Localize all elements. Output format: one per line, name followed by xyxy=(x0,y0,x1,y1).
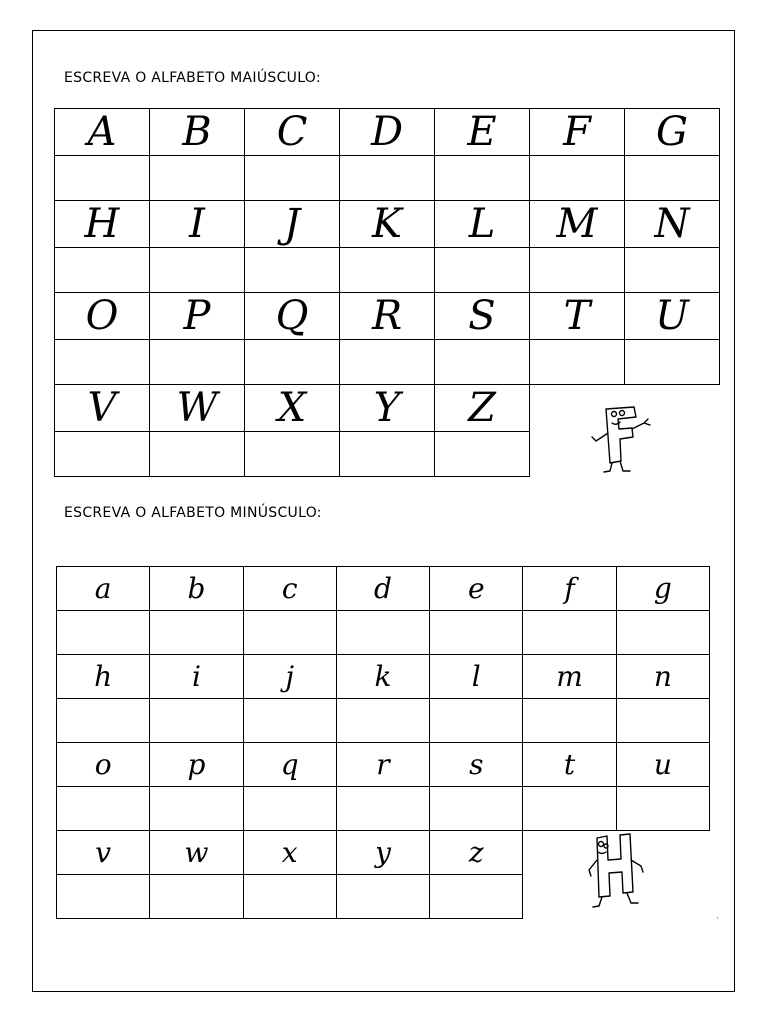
writing-cell[interactable] xyxy=(435,156,530,201)
lowercase-letter: n xyxy=(653,659,672,693)
uppercase-letter-row xyxy=(55,109,720,156)
writing-cell[interactable] xyxy=(243,611,336,655)
writing-cell[interactable] xyxy=(340,432,435,477)
writing-cell[interactable] xyxy=(336,875,429,919)
writing-cell[interactable] xyxy=(55,340,150,385)
letter-cell xyxy=(57,567,150,611)
letter-cell xyxy=(150,293,245,340)
uppercase-letter: I xyxy=(189,201,205,247)
letter-cell xyxy=(616,655,709,699)
uppercase-letter: C xyxy=(276,109,308,155)
writing-cell[interactable] xyxy=(150,787,243,831)
uppercase-letter: L xyxy=(468,201,496,247)
writing-cell[interactable] xyxy=(55,432,150,477)
lowercase-letter: c xyxy=(281,571,298,605)
letter-cell xyxy=(243,655,336,699)
writing-row xyxy=(57,787,710,831)
letter-cell xyxy=(523,743,616,787)
letter-cell xyxy=(435,385,530,432)
letter-cell xyxy=(150,831,243,875)
letter-cell xyxy=(150,743,243,787)
writing-cell[interactable] xyxy=(530,340,625,385)
writing-cell[interactable] xyxy=(340,248,435,293)
lowercase-letter: l xyxy=(471,659,481,693)
writing-cell[interactable] xyxy=(340,340,435,385)
uppercase-letter: M xyxy=(556,201,598,247)
letter-cell xyxy=(55,293,150,340)
writing-cell[interactable] xyxy=(523,787,616,831)
uppercase-letter: V xyxy=(87,385,117,431)
uppercase-letter: W xyxy=(176,385,218,431)
writing-cell[interactable] xyxy=(435,248,530,293)
lowercase-letter: f xyxy=(564,571,575,605)
letter-cell xyxy=(430,655,523,699)
letter-cell xyxy=(55,109,150,156)
writing-cell[interactable] xyxy=(430,787,523,831)
writing-cell[interactable] xyxy=(435,432,530,477)
letter-cell xyxy=(150,567,243,611)
letter-f-character-icon xyxy=(588,403,658,475)
writing-cell[interactable] xyxy=(243,787,336,831)
uppercase-letter: Q xyxy=(275,293,309,339)
letter-cell xyxy=(430,567,523,611)
writing-cell[interactable] xyxy=(625,156,720,201)
letter-cell xyxy=(625,109,720,156)
letter-cell xyxy=(435,109,530,156)
writing-cell[interactable] xyxy=(245,340,340,385)
writing-row xyxy=(55,156,720,201)
writing-cell[interactable] xyxy=(245,156,340,201)
lowercase-letter: q xyxy=(280,747,299,781)
letter-cell xyxy=(245,109,340,156)
letter-cell xyxy=(57,831,150,875)
writing-cell[interactable] xyxy=(616,611,709,655)
lowercase-letter: i xyxy=(191,659,201,693)
writing-cell[interactable] xyxy=(530,248,625,293)
lowercase-letter-row xyxy=(57,567,710,611)
writing-row xyxy=(57,611,710,655)
letter-cell xyxy=(523,567,616,611)
letter-cell xyxy=(523,655,616,699)
letter-cell xyxy=(150,385,245,432)
writing-cell[interactable] xyxy=(336,699,429,743)
letter-cell xyxy=(340,385,435,432)
letter-cell xyxy=(616,743,709,787)
lowercase-letter: b xyxy=(187,571,206,605)
lowercase-letter: x xyxy=(281,835,298,869)
writing-row xyxy=(55,248,720,293)
letter-h-character-icon xyxy=(585,830,647,910)
writing-cell[interactable] xyxy=(430,611,523,655)
writing-cell[interactable] xyxy=(243,875,336,919)
letter-cell xyxy=(340,201,435,248)
letter-cell xyxy=(336,743,429,787)
letter-cell xyxy=(430,743,523,787)
writing-cell[interactable] xyxy=(625,248,720,293)
lowercase-letter: v xyxy=(95,835,112,869)
lowercase-letter: u xyxy=(653,747,672,781)
lowercase-letter: p xyxy=(187,747,206,781)
lowercase-letter: t xyxy=(563,747,576,781)
letter-cell xyxy=(340,109,435,156)
writing-cell[interactable] xyxy=(245,248,340,293)
lowercase-letter: s xyxy=(469,747,484,781)
writing-cell[interactable] xyxy=(430,875,523,919)
letter-cell xyxy=(245,201,340,248)
writing-cell[interactable] xyxy=(523,699,616,743)
lowercase-letter: z xyxy=(468,835,484,869)
uppercase-letter: H xyxy=(84,201,120,247)
uppercase-letter-row xyxy=(55,201,720,248)
letter-cell xyxy=(150,655,243,699)
uppercase-letter: Z xyxy=(468,385,496,431)
letter-cell xyxy=(435,293,530,340)
writing-cell[interactable] xyxy=(57,699,150,743)
uppercase-letter: K xyxy=(372,201,402,247)
lowercase-letter: k xyxy=(374,659,392,693)
lowercase-letter: d xyxy=(374,571,392,605)
heading-lowercase-alphabet: ESCREVA O ALFABETO MINÚSCULO: xyxy=(64,505,322,521)
writing-cell[interactable] xyxy=(430,699,523,743)
uppercase-letter-row xyxy=(55,293,720,340)
uppercase-letter: U xyxy=(655,293,689,339)
writing-cell[interactable] xyxy=(55,156,150,201)
letter-cell xyxy=(616,567,709,611)
writing-cell[interactable] xyxy=(625,340,720,385)
lowercase-letter: w xyxy=(184,835,209,869)
writing-cell[interactable] xyxy=(616,787,709,831)
lowercase-letter: a xyxy=(94,571,112,605)
uppercase-letter: A xyxy=(87,109,117,155)
letter-cell xyxy=(243,743,336,787)
letter-cell xyxy=(243,831,336,875)
writing-cell[interactable] xyxy=(57,611,150,655)
lowercase-letter: e xyxy=(467,571,485,605)
letter-cell xyxy=(336,831,429,875)
uppercase-letter: J xyxy=(283,201,301,247)
uppercase-letter: T xyxy=(563,293,591,339)
letter-cell xyxy=(150,109,245,156)
lowercase-letter-row xyxy=(57,655,710,699)
letter-cell xyxy=(530,109,625,156)
lowercase-letter: r xyxy=(376,747,390,781)
letter-cell xyxy=(435,201,530,248)
uppercase-letter: D xyxy=(370,109,404,155)
letter-cell xyxy=(430,831,523,875)
writing-cell[interactable] xyxy=(523,611,616,655)
writing-row xyxy=(55,340,720,385)
letter-cell xyxy=(625,201,720,248)
letter-cell xyxy=(340,293,435,340)
letter-cell xyxy=(57,743,150,787)
heading-uppercase-alphabet: ESCREVA O ALFABETO MAIÚSCULO: xyxy=(64,70,321,86)
writing-cell[interactable] xyxy=(340,156,435,201)
writing-cell[interactable] xyxy=(616,699,709,743)
writing-cell[interactable] xyxy=(150,875,243,919)
uppercase-letter: F xyxy=(563,109,591,155)
lowercase-letter: g xyxy=(653,571,672,605)
page-mark: · xyxy=(716,914,719,923)
lowercase-letter-row xyxy=(57,743,710,787)
writing-cell[interactable] xyxy=(336,611,429,655)
uppercase-letter: Y xyxy=(373,385,401,431)
uppercase-letter: O xyxy=(85,293,119,339)
lowercase-letter: h xyxy=(94,659,113,693)
writing-cell[interactable] xyxy=(57,787,150,831)
letter-cell xyxy=(57,655,150,699)
letter-cell xyxy=(530,201,625,248)
uppercase-letter: P xyxy=(183,293,211,339)
letter-cell xyxy=(245,385,340,432)
letter-cell xyxy=(625,293,720,340)
writing-cell[interactable] xyxy=(55,248,150,293)
writing-cell[interactable] xyxy=(57,875,150,919)
letter-cell xyxy=(150,201,245,248)
uppercase-letter: R xyxy=(371,293,403,339)
writing-cell[interactable] xyxy=(150,611,243,655)
writing-cell[interactable] xyxy=(150,699,243,743)
writing-cell[interactable] xyxy=(336,787,429,831)
lowercase-letter: m xyxy=(556,659,583,693)
writing-cell[interactable] xyxy=(243,699,336,743)
writing-cell[interactable] xyxy=(435,340,530,385)
letter-cell xyxy=(336,567,429,611)
writing-cell[interactable] xyxy=(150,156,245,201)
letter-cell xyxy=(55,201,150,248)
lowercase-letter: o xyxy=(94,747,112,781)
uppercase-letter: S xyxy=(468,293,496,339)
letter-cell xyxy=(336,655,429,699)
lowercase-letter: j xyxy=(285,659,295,693)
uppercase-letter: G xyxy=(656,109,688,155)
letter-cell xyxy=(530,293,625,340)
writing-cell[interactable] xyxy=(530,156,625,201)
letter-cell xyxy=(55,385,150,432)
writing-cell[interactable] xyxy=(150,340,245,385)
writing-row xyxy=(57,699,710,743)
letter-cell xyxy=(245,293,340,340)
letter-cell xyxy=(243,567,336,611)
lowercase-letter: y xyxy=(375,835,391,869)
writing-cell[interactable] xyxy=(150,248,245,293)
writing-cell[interactable] xyxy=(150,432,245,477)
uppercase-letter: B xyxy=(182,109,212,155)
uppercase-letter: X xyxy=(277,385,307,431)
uppercase-letter: E xyxy=(467,109,497,155)
writing-cell[interactable] xyxy=(245,432,340,477)
uppercase-letter: N xyxy=(654,201,690,247)
